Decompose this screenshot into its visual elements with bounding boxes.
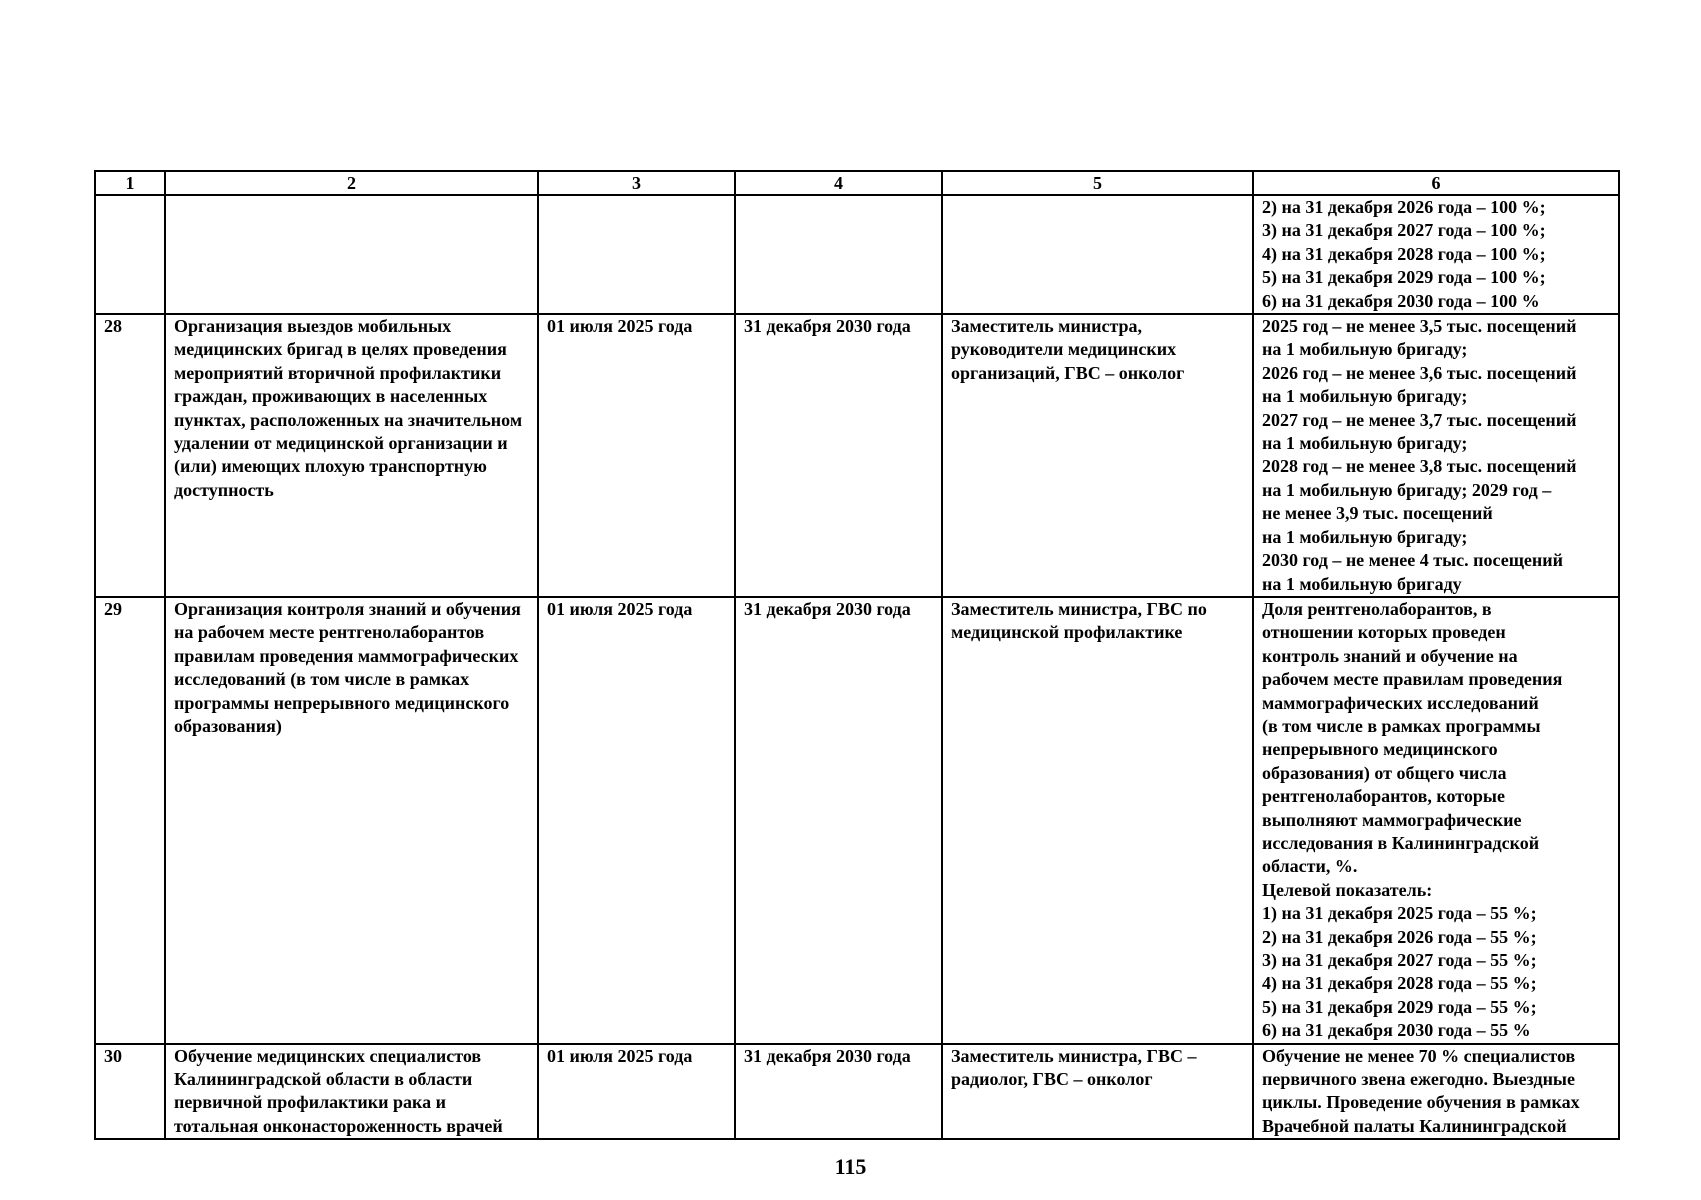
result-line: (в том числе в рамках программы (1262, 715, 1541, 736)
activity-cell (165, 1044, 538, 1140)
result-line: области, %. (1262, 856, 1358, 877)
result-line: на 1 мобильную бригаду; 2029 год – (1262, 479, 1552, 500)
end-date-cell: 31 декабря 2030 года (735, 1044, 942, 1140)
header-col-2: 2 (165, 171, 538, 195)
result-line: на 1 мобильную бригаду; (1262, 526, 1468, 547)
result-line: 6) на 31 декабря 2030 года – 55 % (1262, 1020, 1531, 1041)
result-line: 4) на 31 декабря 2028 года – 55 %; (1262, 973, 1537, 994)
activity-text: Обучение медицинских специалистов Калининградской области в области первичной профилактики рака и тотальная онконастороженность врачей (174, 1045, 503, 1136)
result-line: 2025 год – не менее 3,5 тыс. посещений (1262, 316, 1577, 337)
measures-table (94, 170, 1620, 1140)
result-line: отношении которых проведен (1262, 622, 1506, 643)
result-line: 3) на 31 декабря 2027 года – 100 %; (1262, 220, 1546, 241)
row-number: 30 (95, 1044, 165, 1140)
continuation-end-cell (735, 195, 942, 314)
result-line: рабочем месте правилам проведения (1262, 669, 1563, 690)
continuation-result-cell (1253, 195, 1619, 314)
result-line: Доля рентгенолаборантов, в (1262, 598, 1492, 619)
continuation-activity-cell (165, 195, 538, 314)
responsible-text: Заместитель министра, ГВС по медицинской профилактике (951, 598, 1207, 643)
header-row (95, 171, 1619, 195)
responsible-text: Заместитель министра, ГВС – радиолог, ГВС – онколог (951, 1045, 1197, 1090)
responsible-text: Заместитель министра, руководители медицинских организаций, ГВС – онколог (951, 316, 1185, 383)
result-line: исследования в Калининградской (1262, 832, 1540, 853)
result-line: 3) на 31 декабря 2027 года – 55 %; (1262, 950, 1537, 970)
header-col-1: 1 (95, 171, 165, 195)
result-line: на 1 мобильную бригаду (1262, 573, 1462, 594)
result-line: образования) от общего числа (1262, 762, 1507, 783)
result-line: 1) на 31 декабря 2025 года – 55 %; (1262, 903, 1537, 924)
start-date-cell: 01 июля 2025 года (538, 597, 735, 1044)
result-cell (1253, 1044, 1619, 1140)
result-line: 2) на 31 декабря 2026 года – 55 %; (1262, 926, 1537, 947)
result-line: Врачебной палаты Калининградской (1262, 1115, 1567, 1136)
page-number: 115 (834, 1154, 867, 1179)
continuation-start-cell (538, 195, 735, 314)
activity-cell (165, 597, 538, 1044)
continuation-num-cell (95, 195, 165, 314)
responsible-cell (942, 1044, 1253, 1140)
result-line: 5) на 31 декабря 2029 года – 55 %; (1262, 996, 1537, 1017)
continuation-responsible-cell (942, 195, 1253, 314)
result-line: 4) на 31 декабря 2028 года – 100 %; (1262, 243, 1546, 264)
activity-cell (165, 314, 538, 597)
end-date-cell: 31 декабря 2030 года (735, 597, 942, 1044)
result-line: рентгенолаборантов, которые (1262, 786, 1505, 807)
result-line: 2027 год – не менее 3,7 тыс. посещений (1262, 409, 1577, 430)
header-col-3: 3 (538, 171, 735, 195)
result-line: непрерывного медицинского (1262, 739, 1498, 760)
table-row-28 (95, 314, 1619, 597)
start-date-cell: 01 июля 2025 года (538, 314, 735, 597)
activity-text: Организация выездов мобильных медицинских бригад в целях проведения мероприятий вторичной профилактики граждан, проживающих в населенных пунктах, расположенных на значительном удалении от медицинской организации и (или) имеющих плохую транспортную доступность (174, 316, 523, 500)
responsible-cell (942, 597, 1253, 1044)
end-date-cell: 31 декабря 2030 года (735, 314, 942, 597)
row-number: 29 (95, 597, 165, 1044)
result-line: 5) на 31 декабря 2029 года – 100 %; (1262, 267, 1546, 288)
continuation-row (95, 195, 1619, 314)
result-cell (1253, 314, 1619, 597)
result-line: Целевой показатель: (1262, 879, 1433, 900)
start-date-cell: 01 июля 2025 года (538, 1044, 735, 1140)
result-line: 2028 год – не менее 3,8 тыс. посещений (1262, 456, 1577, 477)
result-line: 2) на 31 декабря 2026 года – 100 %; (1262, 197, 1546, 217)
result-line: на 1 мобильную бригаду; (1262, 339, 1468, 360)
result-line: выполняют маммографические (1262, 809, 1522, 830)
result-line: на 1 мобильную бригаду; (1262, 433, 1468, 454)
header-col-4: 4 (735, 171, 942, 195)
table-row-29 (95, 597, 1619, 1044)
result-line: контроль знаний и обучение на (1262, 645, 1518, 666)
result-line: маммографических исследований (1262, 692, 1539, 713)
result-line: не менее 3,9 тыс. посещений (1262, 503, 1493, 524)
activity-text: Организация контроля знаний и обучения на рабочем месте рентгенолаборантов правилам проведения маммографических исследований (в том числе в рамках программы непрерывного медицинского образования) (174, 598, 521, 736)
result-line: Обучение не менее 70 % специалистов (1262, 1045, 1576, 1066)
result-line: 6) на 31 декабря 2030 года – 100 % (1262, 290, 1540, 311)
result-line: циклы. Проведение обучения в рамках (1262, 1092, 1580, 1113)
result-line: первичного звена ежегодно. Выездные (1262, 1069, 1575, 1090)
table-row-30 (95, 1044, 1619, 1140)
header-col-5: 5 (942, 171, 1253, 195)
result-line: 2026 год – не менее 3,6 тыс. посещений (1262, 362, 1577, 383)
result-line: 2030 год – не менее 4 тыс. посещений (1262, 550, 1564, 571)
result-cell (1253, 597, 1619, 1044)
result-line: на 1 мобильную бригаду; (1262, 386, 1468, 407)
responsible-cell (942, 314, 1253, 597)
row-number: 28 (95, 314, 165, 597)
header-col-6: 6 (1253, 171, 1619, 195)
